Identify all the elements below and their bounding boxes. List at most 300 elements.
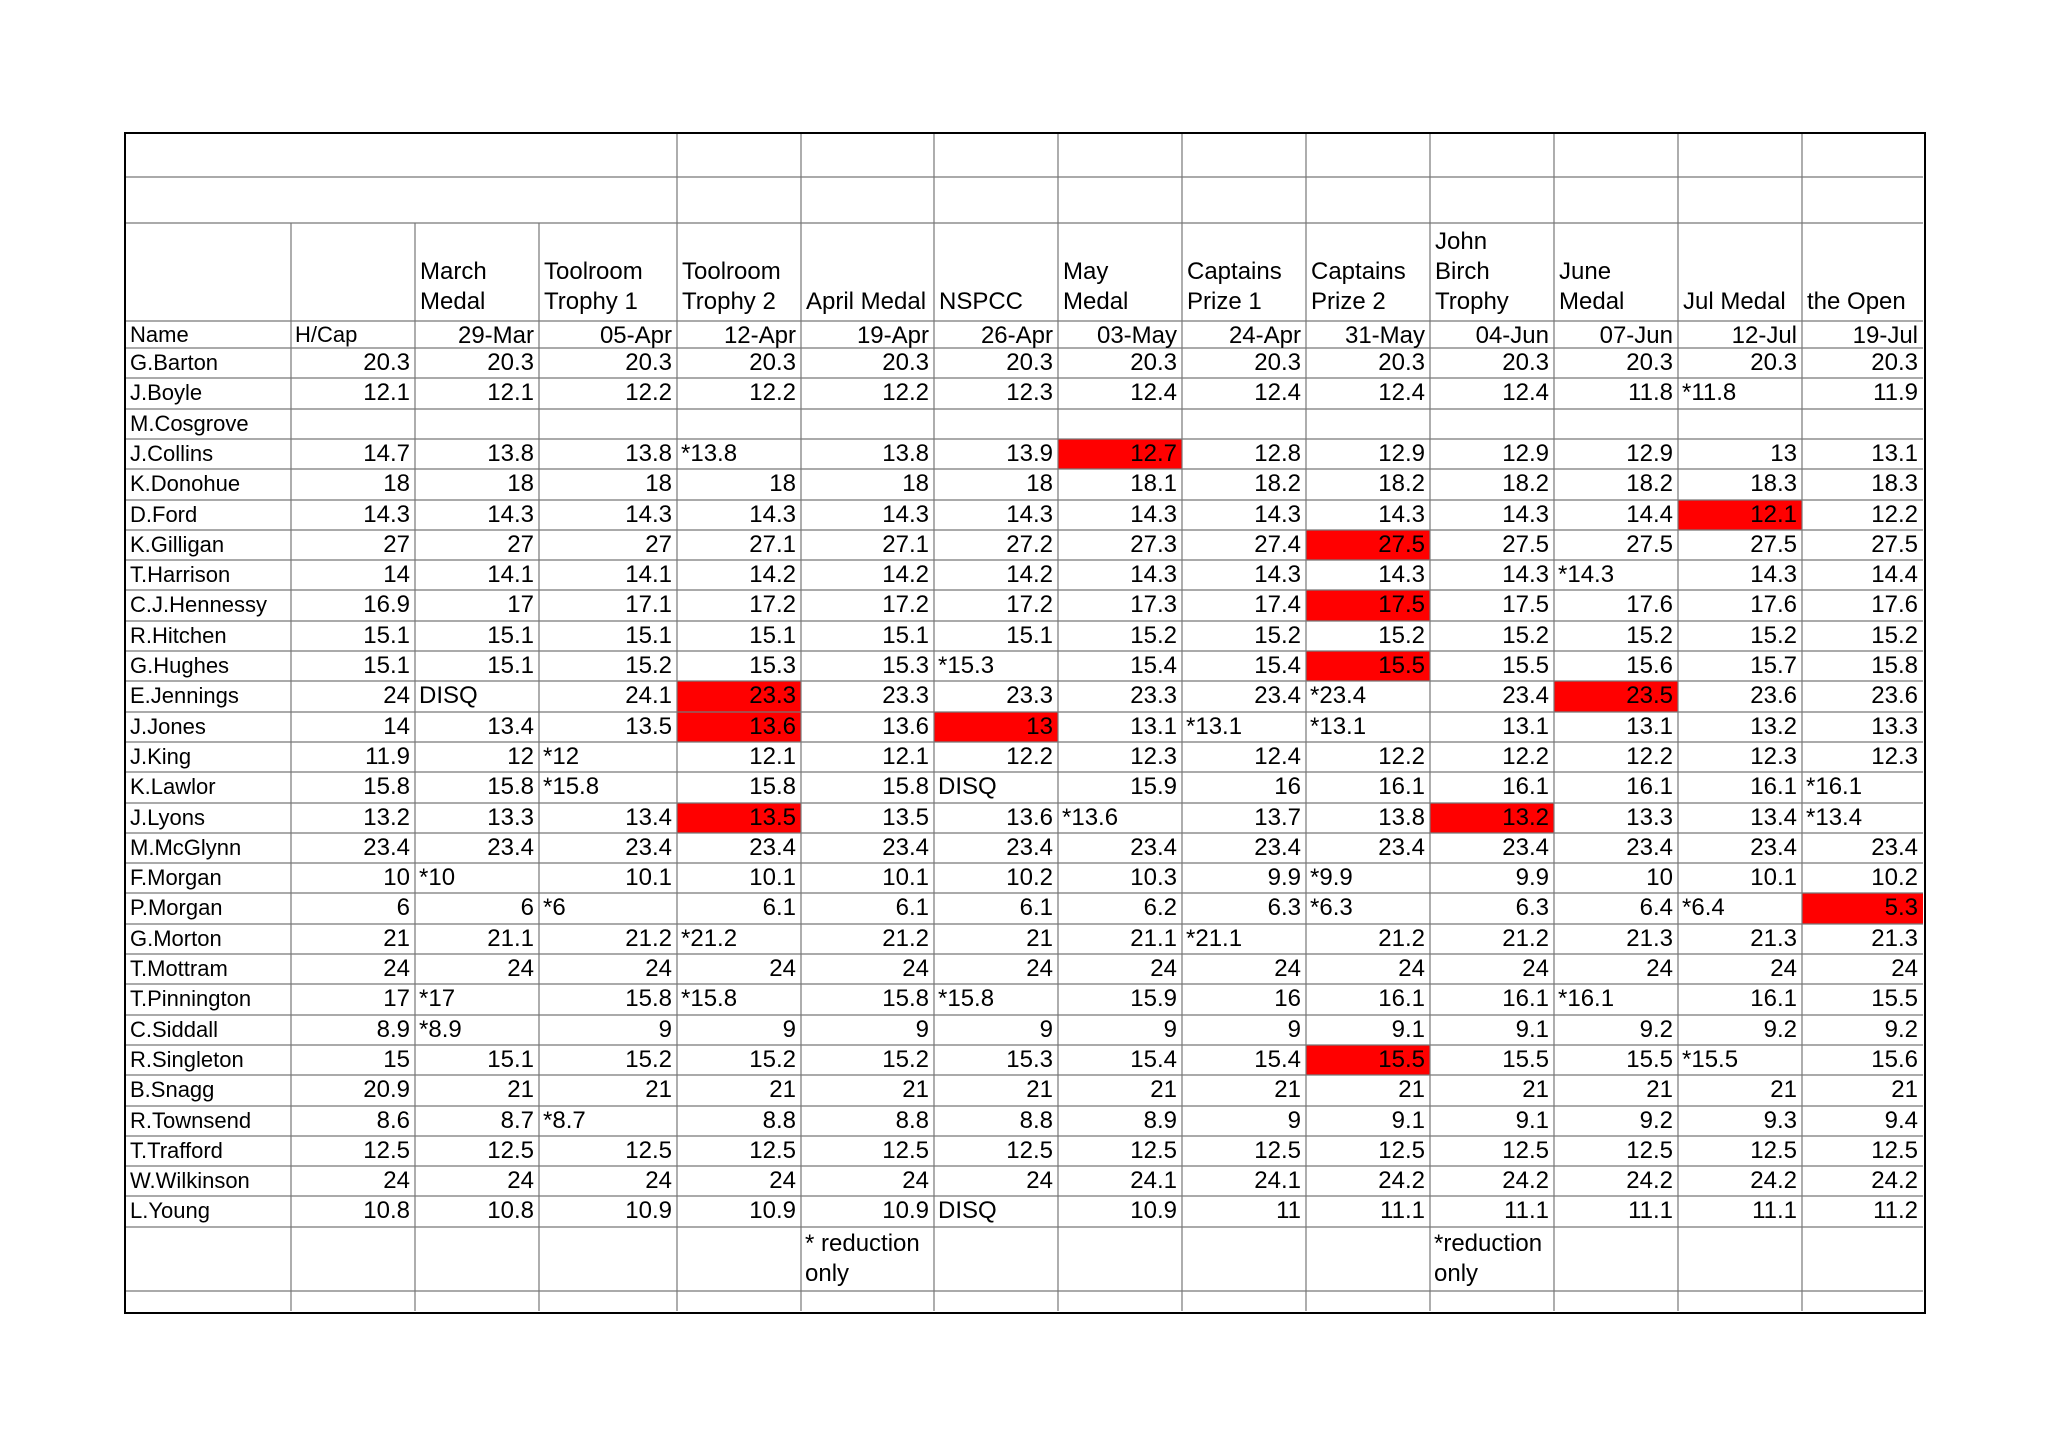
handicap-value: 27.5 <box>1378 531 1425 558</box>
handicap-value: 12.3 <box>1871 743 1918 770</box>
handicap-value: 12.7 <box>1130 440 1177 467</box>
handicap-value: 10.9 <box>1130 1197 1177 1224</box>
handicap-column-header: H/Cap <box>295 322 358 347</box>
handicap-value: 20.9 <box>363 1076 410 1103</box>
handicap-value: 15.5 <box>1871 985 1918 1012</box>
player-name: G.Hughes <box>130 653 230 678</box>
handicap-value: 14.3 <box>1254 561 1301 588</box>
handicap-value: 16.9 <box>363 591 410 618</box>
handicap-value: 13.5 <box>625 713 672 740</box>
handicap-value: 20.3 <box>1130 349 1177 376</box>
player-name: F.Morgan <box>130 865 222 890</box>
handicap-value: 12.5 <box>1502 1137 1549 1164</box>
handicap-value: 23.4 <box>1006 834 1053 861</box>
handicap-value: 20.3 <box>625 349 672 376</box>
handicap-value: 14 <box>383 561 410 588</box>
handicap-value: 14.3 <box>1378 561 1425 588</box>
handicap-value: 15.8 <box>882 773 929 800</box>
column-header: Toolroom Trophy 1 <box>544 258 643 315</box>
handicap-value: 13.3 <box>1626 804 1673 831</box>
date-header: 31-May <box>1344 322 1425 349</box>
handicap-value: 17.6 <box>1871 591 1918 618</box>
handicap-value: 12.1 <box>749 743 796 770</box>
handicap-value: 12.5 <box>1871 1137 1918 1164</box>
handicap-value: *15.5 <box>1682 1046 1739 1073</box>
footnote: * reduction only <box>805 1230 920 1287</box>
handicap-value: 15.2 <box>1130 622 1177 649</box>
date-header: 26-Apr <box>980 322 1053 349</box>
date-header: 24-Apr <box>1228 322 1301 349</box>
handicap-value: 27 <box>383 531 410 558</box>
handicap-value: 24 <box>1150 955 1177 982</box>
player-name: G.Barton <box>130 350 219 375</box>
handicap-value: 18 <box>383 470 410 497</box>
handicap-value: 14.3 <box>1254 501 1301 528</box>
handicap-value: *15.8 <box>543 773 600 800</box>
handicap-value: 12.4 <box>1254 379 1301 406</box>
handicap-value: 16 <box>1274 985 1301 1012</box>
handicap-value: *13.1 <box>1310 713 1367 740</box>
handicap-value: 15.2 <box>882 1046 929 1073</box>
handicap-value: 20.3 <box>1502 349 1549 376</box>
handicap-value: 27.5 <box>1626 531 1673 558</box>
handicap-value <box>291 412 410 439</box>
handicap-value: 23.4 <box>363 834 410 861</box>
handicap-value: 13.4 <box>1750 804 1797 831</box>
handicap-value: 14.2 <box>1006 561 1053 588</box>
handicap-value: 9 <box>1287 1016 1301 1043</box>
handicap-value: 17.6 <box>1626 591 1673 618</box>
handicap-value: 16.1 <box>1750 773 1797 800</box>
handicap-value: 13.8 <box>487 440 534 467</box>
handicap-value: 21 <box>1522 1076 1549 1103</box>
handicap-value: 9 <box>782 1016 796 1043</box>
player-name: C.Siddall <box>130 1017 219 1042</box>
handicap-value: 23.4 <box>1254 834 1301 861</box>
handicap-value: 15.2 <box>1254 622 1301 649</box>
player-name: J.Boyle <box>130 380 203 405</box>
handicap-value: 14.3 <box>1006 501 1053 528</box>
handicap-value: 9.4 <box>1884 1107 1918 1134</box>
handicap-value <box>1802 412 1918 439</box>
handicap-value: 6 <box>396 894 410 921</box>
handicap-value: 24.1 <box>625 682 672 709</box>
date-header: 12-Apr <box>723 322 796 349</box>
handicap-value: 15.8 <box>1871 652 1918 679</box>
handicap-value: 15.5 <box>1626 1046 1673 1073</box>
player-name: L.Young <box>130 1198 210 1223</box>
handicap-value: 14.4 <box>1871 561 1918 588</box>
handicap-value: 24 <box>1026 1167 1053 1194</box>
handicap-value: 14.3 <box>1378 501 1425 528</box>
handicap-value: 23.4 <box>1502 834 1549 861</box>
handicap-value: 24 <box>1646 955 1673 982</box>
handicap-value: 21 <box>1026 1076 1053 1103</box>
handicap-value: 27.3 <box>1130 531 1177 558</box>
column-header: March Medal <box>420 258 487 315</box>
handicap-value: 23.4 <box>882 834 929 861</box>
handicap-value: 12.8 <box>1254 440 1301 467</box>
handicap-value: 27.4 <box>1254 531 1301 558</box>
player-name: G.Morton <box>130 926 222 951</box>
handicap-value: *15.8 <box>938 985 995 1012</box>
handicap-value: 13.6 <box>749 713 796 740</box>
player-name: K.Lawlor <box>130 774 216 799</box>
handicap-value: 24 <box>769 955 796 982</box>
handicap-value: 9.2 <box>1639 1016 1673 1043</box>
handicap-value: 21.2 <box>882 925 929 952</box>
handicap-value: 13.6 <box>882 713 929 740</box>
handicap-value: 21.1 <box>487 925 534 952</box>
player-name: K.Donohue <box>130 471 241 496</box>
handicap-value: 21 <box>1150 1076 1177 1103</box>
handicap-value: 12.3 <box>1750 743 1797 770</box>
handicap-value: 10.1 <box>625 864 672 891</box>
handicap-value: 12.1 <box>487 379 534 406</box>
handicap-value: 11.1 <box>1380 1197 1425 1224</box>
handicap-value: 24.1 <box>1254 1167 1301 1194</box>
handicap-value: 15.2 <box>1871 622 1918 649</box>
handicap-value: 15.5 <box>1378 1046 1425 1073</box>
handicap-value: 15.7 <box>1750 652 1797 679</box>
player-name: R.Townsend <box>130 1108 252 1133</box>
handicap-value: 6.2 <box>1143 894 1177 921</box>
handicap-value: 12.5 <box>1626 1137 1673 1164</box>
handicap-value: 10 <box>1646 864 1673 891</box>
handicap-value: 15.2 <box>1626 622 1673 649</box>
handicap-value: 20.3 <box>1006 349 1053 376</box>
handicap-value: 14.1 <box>625 561 672 588</box>
handicap-value: 6.3 <box>1515 894 1549 921</box>
handicap-value: 20.3 <box>882 349 929 376</box>
handicap-value: 14.3 <box>625 501 672 528</box>
handicap-value: 11.1 <box>1752 1197 1797 1224</box>
handicap-value <box>801 412 929 439</box>
handicap-value: 14.2 <box>749 561 796 588</box>
handicap-value: 11.1 <box>1504 1197 1549 1224</box>
column-header: Captains Prize 1 <box>1187 258 1282 315</box>
handicap-value: 14.7 <box>363 440 410 467</box>
handicap-value <box>415 412 534 439</box>
handicap-value: 15.2 <box>1502 622 1549 649</box>
handicap-value: 15.9 <box>1130 773 1177 800</box>
handicap-value: 13.9 <box>1006 440 1053 467</box>
handicap-value: 24 <box>1398 955 1425 982</box>
date-header: 12-Jul <box>1731 322 1797 349</box>
handicap-value: 23.4 <box>1378 834 1425 861</box>
handicap-value: 23.3 <box>749 682 796 709</box>
handicap-value: 6.1 <box>762 894 796 921</box>
handicap-value: *21.1 <box>1186 925 1243 952</box>
handicap-value: 24 <box>1026 955 1053 982</box>
handicap-value: 21 <box>902 1076 929 1103</box>
handicap-value: *8.7 <box>543 1107 586 1134</box>
handicap-value: 12.2 <box>625 379 672 406</box>
column-header: the Open <box>1807 288 1906 315</box>
handicap-value: 15.1 <box>363 622 410 649</box>
handicap-value: *16.1 <box>1558 985 1615 1012</box>
player-name: C.J.Hennessy <box>130 592 267 617</box>
handicap-value: 24 <box>507 955 534 982</box>
handicap-value: 14.3 <box>1502 561 1549 588</box>
handicap-value: 23.6 <box>1750 682 1797 709</box>
handicap-value: 9.9 <box>1267 864 1301 891</box>
handicap-value: 15.1 <box>749 622 796 649</box>
page-subtitle <box>132 186 652 220</box>
handicap-value: 13.4 <box>487 713 534 740</box>
handicap-value: 24 <box>383 1167 410 1194</box>
handicap-value: 17 <box>383 985 410 1012</box>
handicap-value: 20.3 <box>1871 349 1918 376</box>
handicap-value: 24 <box>383 955 410 982</box>
handicap-value: 24 <box>1770 955 1797 982</box>
handicap-value: 13.2 <box>363 804 410 831</box>
handicap-value: 23.4 <box>625 834 672 861</box>
handicap-value: 23.3 <box>882 682 929 709</box>
handicap-value: 15.2 <box>749 1046 796 1073</box>
handicap-value: 18.3 <box>1750 470 1797 497</box>
handicap-value: 17.4 <box>1254 591 1301 618</box>
handicap-value: *13.1 <box>1186 713 1243 740</box>
handicap-value: 13.1 <box>1871 440 1918 467</box>
handicap-value: 23.4 <box>1254 682 1301 709</box>
handicap-value: *13.8 <box>681 440 738 467</box>
handicap-value: 13 <box>1770 440 1797 467</box>
handicap-value: 8.9 <box>376 1016 410 1043</box>
handicap-value: 15.8 <box>625 985 672 1012</box>
handicap-value: 20.3 <box>749 349 796 376</box>
handicap-value: 21 <box>1646 1076 1673 1103</box>
handicap-value: 14.3 <box>1750 561 1797 588</box>
handicap-value <box>1430 412 1549 439</box>
handicap-value: 21.3 <box>1750 925 1797 952</box>
handicap-value: 12.3 <box>1130 743 1177 770</box>
handicap-value: *15.3 <box>938 652 995 679</box>
handicap-value: *21.2 <box>681 925 738 952</box>
column-header: Jul Medal <box>1683 288 1786 315</box>
column-header: NSPCC <box>939 288 1024 315</box>
handicap-value: 15.8 <box>363 773 410 800</box>
handicap-value: 16 <box>1274 773 1301 800</box>
handicap-value: 20.3 <box>1378 349 1425 376</box>
handicap-value: 8.6 <box>376 1107 410 1134</box>
handicap-value: 20.3 <box>363 349 410 376</box>
handicap-value: 13.1 <box>1130 713 1177 740</box>
handicap-value: 18 <box>507 470 534 497</box>
handicap-value: 17.5 <box>1502 591 1549 618</box>
handicap-value: 12.5 <box>1130 1137 1177 1164</box>
handicap-value: 10.2 <box>1871 864 1918 891</box>
handicap-value: 21 <box>1770 1076 1797 1103</box>
handicap-value: 16.1 <box>1378 985 1425 1012</box>
handicap-value: 20.3 <box>487 349 534 376</box>
handicap-value: 27.1 <box>882 531 929 558</box>
handicap-value: *11.8 <box>1682 379 1737 406</box>
handicap-value: 14.2 <box>882 561 929 588</box>
handicap-value: 11.2 <box>1873 1197 1918 1224</box>
handicap-value: 9.1 <box>1391 1016 1425 1043</box>
handicap-value: 17.2 <box>882 591 929 618</box>
handicap-value: 21.2 <box>1502 925 1549 952</box>
handicap-value: 10.9 <box>625 1197 672 1224</box>
handicap-value: 24 <box>1522 955 1549 982</box>
handicap-value: 21 <box>645 1076 672 1103</box>
handicap-value: 15 <box>383 1046 410 1073</box>
handicap-value: 23.4 <box>1626 834 1673 861</box>
date-header: 04-Jun <box>1475 322 1549 349</box>
handicap-value: 12.5 <box>1006 1137 1053 1164</box>
handicap-value: 15.8 <box>749 773 796 800</box>
handicap-value: 21 <box>1274 1076 1301 1103</box>
handicap-value: 10.9 <box>882 1197 929 1224</box>
handicap-value: 13.3 <box>1871 713 1918 740</box>
handicap-value <box>1678 412 1797 439</box>
handicap-value: 15.3 <box>1006 1046 1053 1073</box>
handicap-value: *10 <box>419 864 456 891</box>
handicap-value: 21 <box>1026 925 1053 952</box>
column-header: May Medal <box>1063 258 1129 315</box>
player-name: J.King <box>130 744 192 769</box>
handicap-value: 8.8 <box>762 1107 796 1134</box>
handicap-value: 13.8 <box>625 440 672 467</box>
handicap-value <box>1306 412 1425 439</box>
handicap-value: *12 <box>543 743 580 770</box>
handicap-value: 12.5 <box>749 1137 796 1164</box>
column-header: June Medal <box>1559 258 1625 315</box>
handicap-value: 12.1 <box>882 743 929 770</box>
handicap-value: 15.1 <box>487 652 534 679</box>
handicap-value: 16.1 <box>1750 985 1797 1012</box>
handicap-value: 9.3 <box>1763 1107 1797 1134</box>
player-name: T.Mottram <box>130 956 228 981</box>
player-name: J.Lyons <box>130 805 206 830</box>
handicap-value: 12.5 <box>363 1137 410 1164</box>
handicap-value: 24.2 <box>1626 1167 1673 1194</box>
player-name: B.Snagg <box>130 1077 215 1102</box>
handicap-value: 14 <box>383 713 410 740</box>
handicap-value <box>1182 412 1301 439</box>
handicap-value: 18 <box>769 470 796 497</box>
date-header: 29-Mar <box>457 322 534 349</box>
handicap-value: 9.2 <box>1763 1016 1797 1043</box>
handicap-value: 12.2 <box>1626 743 1673 770</box>
handicap-value: 24 <box>507 1167 534 1194</box>
handicap-value: 6.1 <box>895 894 929 921</box>
handicap-value: 9.1 <box>1515 1107 1549 1134</box>
handicap-value: 15.2 <box>625 652 672 679</box>
handicap-value: 16.1 <box>1502 773 1549 800</box>
handicap-value: 10.9 <box>749 1197 796 1224</box>
handicap-value: 11.9 <box>1873 379 1918 406</box>
handicap-value: 12.2 <box>749 379 796 406</box>
handicap-value: 6.3 <box>1267 894 1301 921</box>
handicap-value: 17 <box>507 591 534 618</box>
handicap-value: 23.3 <box>1130 682 1177 709</box>
column-header: Captains Prize 2 <box>1311 258 1406 315</box>
handicap-value: 23.4 <box>1502 682 1549 709</box>
handicap-value: 18.2 <box>1626 470 1673 497</box>
page-title <box>132 140 652 174</box>
handicap-value: 14.3 <box>749 501 796 528</box>
handicap-value: 14.3 <box>1502 501 1549 528</box>
player-name: D.Ford <box>130 502 198 527</box>
handicap-value: 8.9 <box>1143 1107 1177 1134</box>
handicap-value: 15.1 <box>882 622 929 649</box>
handicap-value: 12.2 <box>1502 743 1549 770</box>
handicap-value: 16.1 <box>1502 985 1549 1012</box>
handicap-value: 13.2 <box>1502 804 1549 831</box>
handicap-value: 13.1 <box>1626 713 1673 740</box>
handicap-value: 10 <box>383 864 410 891</box>
handicap-value: 18 <box>902 470 929 497</box>
column-header: John Birch Trophy <box>1435 228 1509 315</box>
handicap-value: 13.6 <box>1006 804 1053 831</box>
player-name: R.Hitchen <box>130 623 227 648</box>
date-header: 03-May <box>1096 322 1177 349</box>
player-name: R.Singleton <box>130 1047 244 1072</box>
handicap-value: 23.4 <box>749 834 796 861</box>
handicap-value: 12.2 <box>882 379 929 406</box>
handicap-value: 15.1 <box>487 622 534 649</box>
handicap-value: *8.9 <box>419 1016 462 1043</box>
handicap-value: 24 <box>769 1167 796 1194</box>
handicap-value: 20.3 <box>1626 349 1673 376</box>
handicap-value: 23.4 <box>1130 834 1177 861</box>
handicap-value: 13.1 <box>1502 713 1549 740</box>
handicap-value: 15.8 <box>487 773 534 800</box>
handicap-value: 15.1 <box>1006 622 1053 649</box>
handicap-value: 15.5 <box>1502 652 1549 679</box>
handicap-value: 17.3 <box>1130 591 1177 618</box>
handicap-value: 24 <box>1274 955 1301 982</box>
handicap-value: 15.4 <box>1254 652 1301 679</box>
handicap-value: 14.3 <box>1130 561 1177 588</box>
handicap-value: 20.3 <box>1254 349 1301 376</box>
handicap-value: *13.4 <box>1806 804 1863 831</box>
handicap-value: 18.2 <box>1254 470 1301 497</box>
player-name: W.Wilkinson <box>130 1168 250 1193</box>
handicap-value: 12.4 <box>1254 743 1301 770</box>
handicap-value: 17.6 <box>1750 591 1797 618</box>
handicap-value: 11.8 <box>1628 379 1673 406</box>
handicap-value: *6.3 <box>1310 894 1353 921</box>
handicap-value: 15.1 <box>487 1046 534 1073</box>
handicap-value: 12.2 <box>1006 743 1053 770</box>
handicap-value: 11 <box>1276 1197 1301 1224</box>
handicap-value: 15.8 <box>882 985 929 1012</box>
handicap-value: *23.4 <box>1310 682 1367 709</box>
handicap-value: 24 <box>902 1167 929 1194</box>
handicap-value: 16.1 <box>1378 773 1425 800</box>
handicap-value: 15.2 <box>1378 622 1425 649</box>
handicap-value: 12.5 <box>625 1137 672 1164</box>
date-header: 19-Apr <box>856 322 929 349</box>
handicap-value: 15.1 <box>625 622 672 649</box>
handicap-value: 15.3 <box>882 652 929 679</box>
handicap-value: 21.2 <box>625 925 672 952</box>
handicap-value: 10.1 <box>1750 864 1797 891</box>
handicap-value: 20.3 <box>1750 349 1797 376</box>
player-name: T.Harrison <box>130 562 231 587</box>
handicap-value: 14.3 <box>487 501 534 528</box>
player-name: M.McGlynn <box>130 835 242 860</box>
player-name: T.Trafford <box>130 1138 223 1163</box>
handicap-value: 21 <box>1891 1076 1918 1103</box>
handicap-value: 8.7 <box>500 1107 534 1134</box>
handicap-value: 24 <box>1891 955 1918 982</box>
handicap-value: 15.6 <box>1871 1046 1918 1073</box>
handicap-value <box>539 412 672 439</box>
